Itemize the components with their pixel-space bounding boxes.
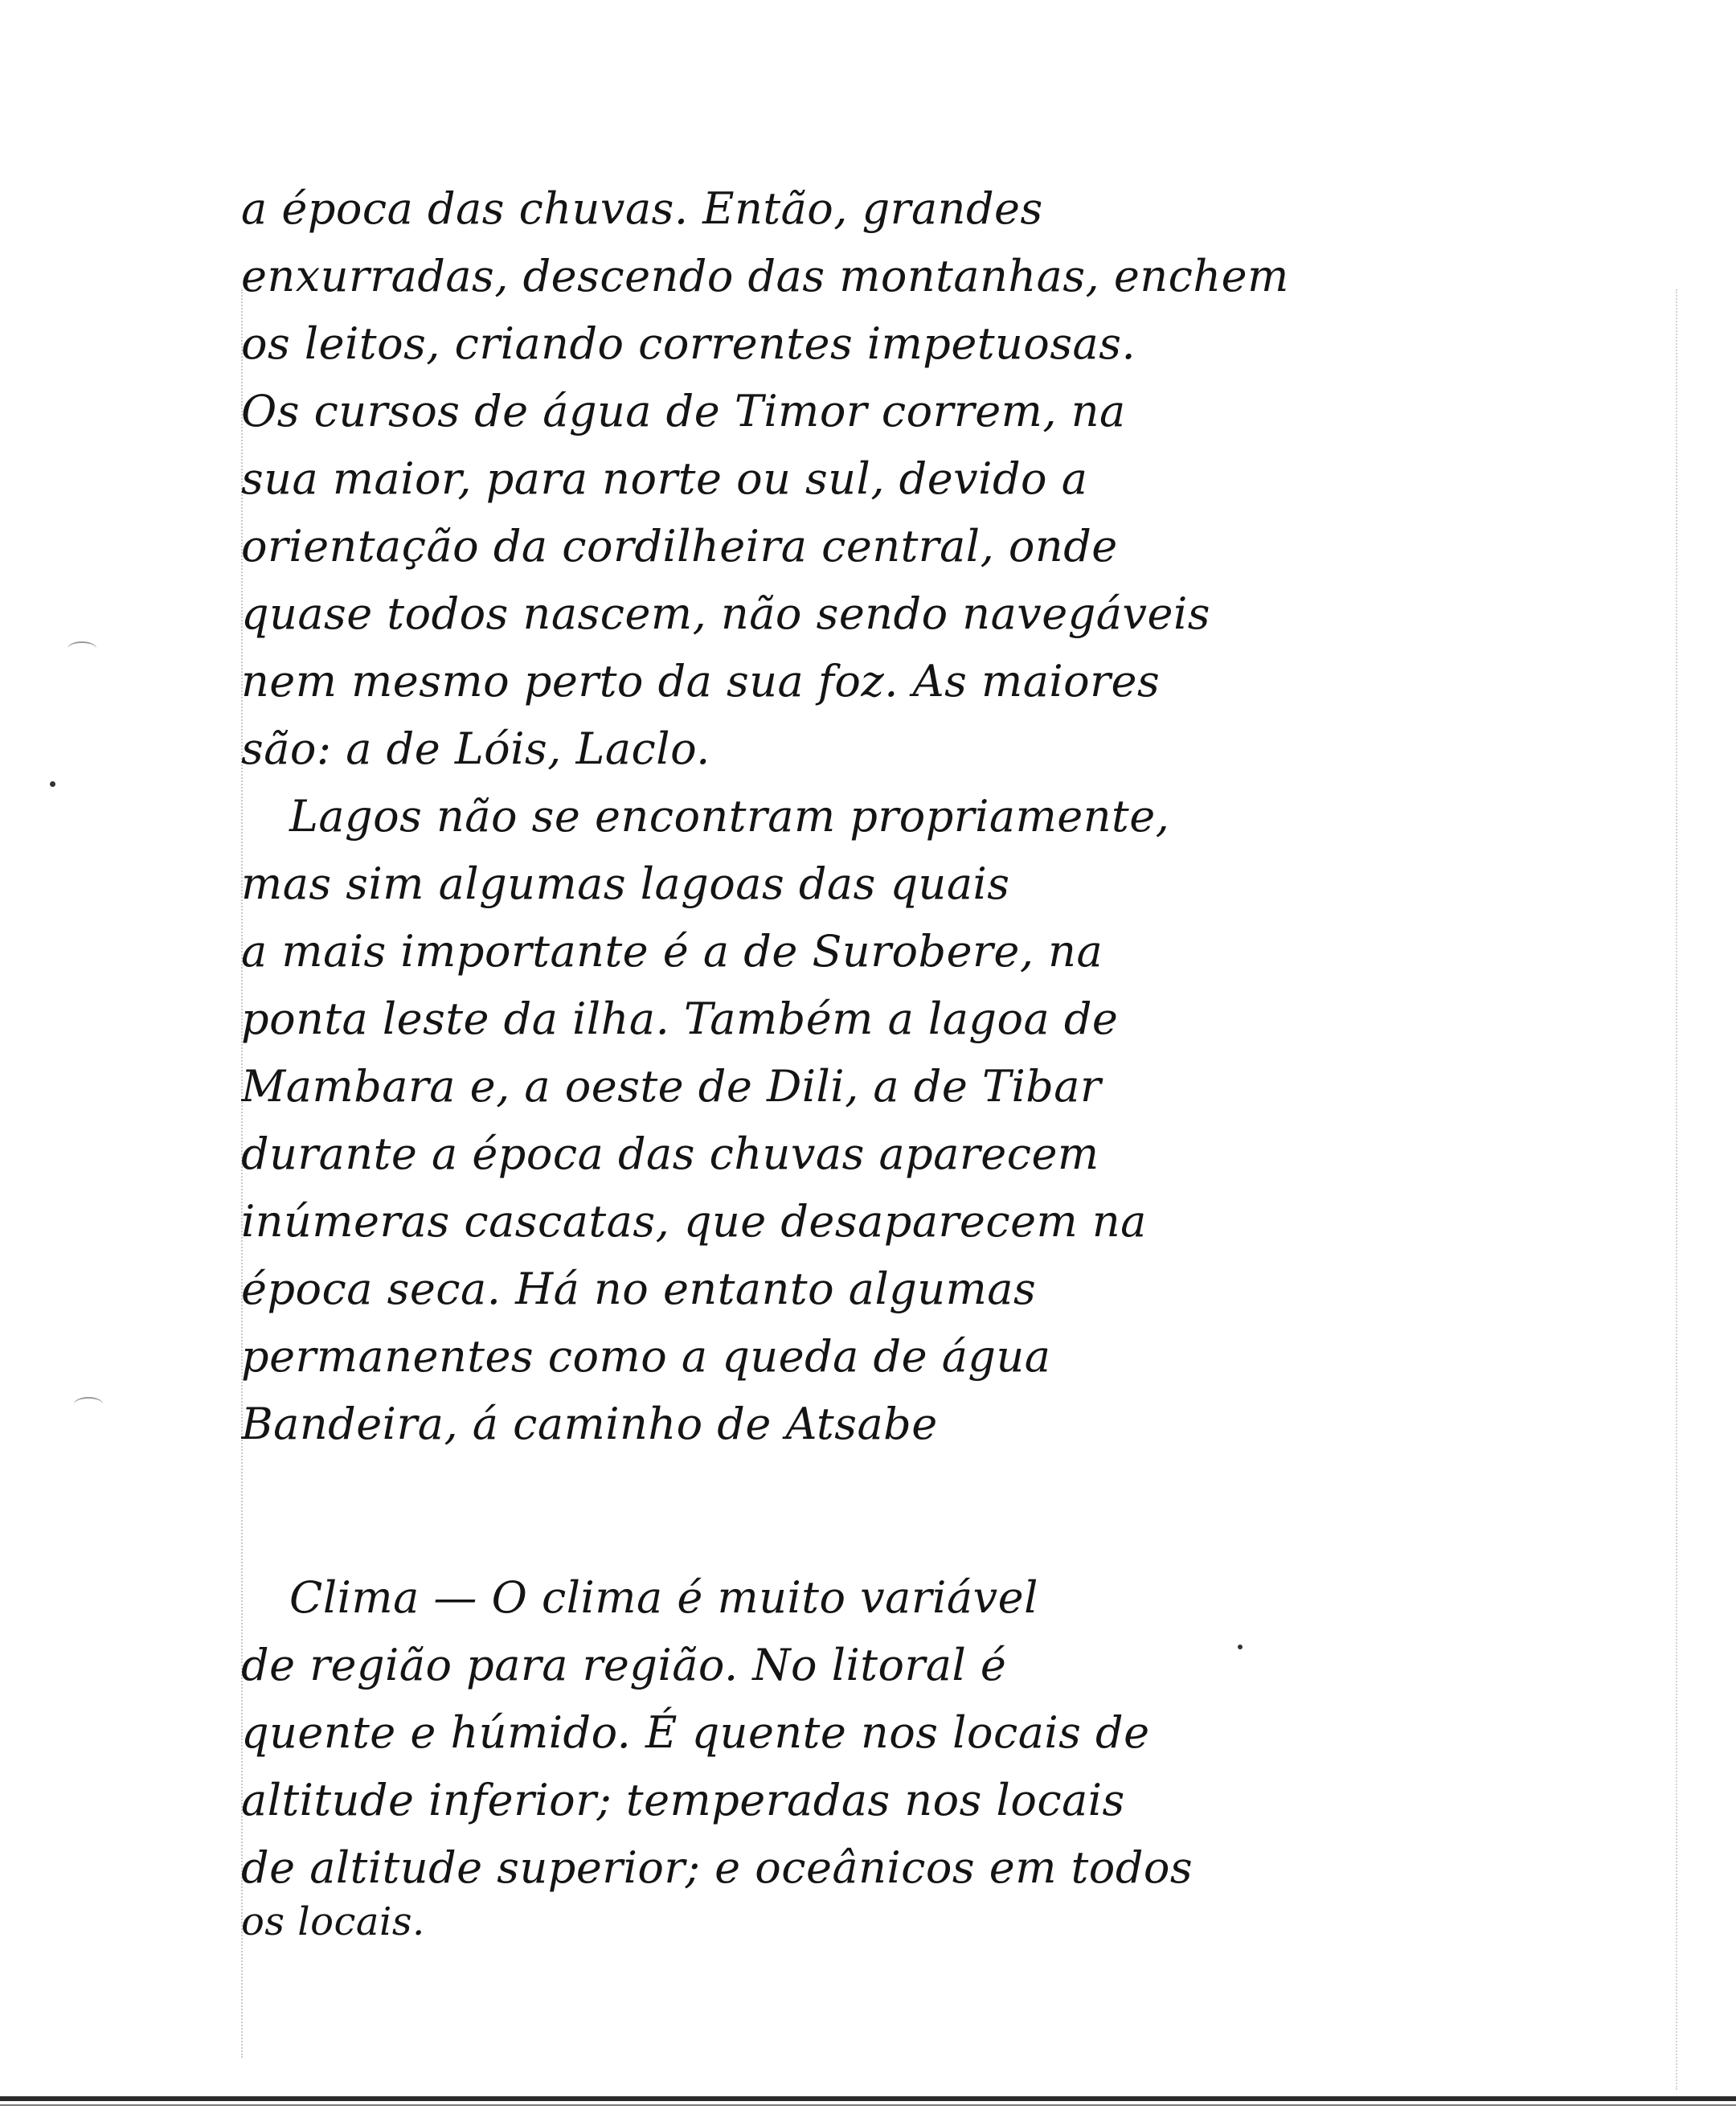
text-line: quente e húmido. É quente nos locais de <box>241 1707 1150 1758</box>
sheet-bottom-edge <box>0 2096 1736 2101</box>
text-line: Lagos não se encontram propriamente, <box>289 791 1170 842</box>
text-line: de região para região. No litoral é <box>241 1640 1007 1690</box>
text-line: orientação da cordilheira central, onde <box>241 521 1118 571</box>
text-line: os locais. <box>241 1902 425 1942</box>
text-line: inúmeras cascatas, que desaparecem na <box>241 1196 1147 1247</box>
text-line: permanentes como a queda de água <box>241 1331 1051 1382</box>
text-line: sua maior, para norte ou sul, devido a <box>241 453 1088 504</box>
text-line: quase todos nascem, não sendo navegáveis <box>241 588 1210 639</box>
scan-mark <box>74 1397 103 1411</box>
sheet-bottom-shadow <box>0 2104 1736 2106</box>
text-line: a época das chuvas. Então, grandes <box>241 183 1043 234</box>
scan-speck <box>50 781 55 787</box>
text-line: Clima — O clima é muito variável <box>289 1572 1038 1623</box>
scan-mark <box>68 641 96 656</box>
paragraph-gap <box>241 1458 1680 1564</box>
text-line: são: a de Lóis, Laclo. <box>241 723 710 774</box>
text-line: nem mesmo perto da sua foz. As maiores <box>241 656 1161 707</box>
text-line: enxurradas, descendo das montanhas, enchem <box>241 251 1289 301</box>
text-line: a mais importante é a de Surobere, na <box>241 926 1103 977</box>
text-line: Mambara e, a oeste de Dili, a de Tibar <box>241 1061 1102 1112</box>
text-line: época seca. Há no entanto algumas <box>241 1264 1037 1314</box>
text-line: de altitude superior; e oceânicos em todos <box>241 1842 1194 1893</box>
text-line: mas sim algumas lagoas das quais <box>241 858 1010 909</box>
text-line: Bandeira, á caminho de Atsabe <box>241 1399 938 1449</box>
text-line: durante a época das chuvas aparecem <box>241 1129 1099 1179</box>
handwritten-text <box>241 175 1680 1942</box>
text-line: ponta leste da ilha. Também a lagoa de <box>241 993 1119 1044</box>
text-line: altitude inferior; temperadas nos locais <box>241 1775 1125 1825</box>
text-line: os leitos, criando correntes impetuosas. <box>241 318 1136 369</box>
text-line: Os cursos de água de Timor correm, na <box>241 386 1126 436</box>
